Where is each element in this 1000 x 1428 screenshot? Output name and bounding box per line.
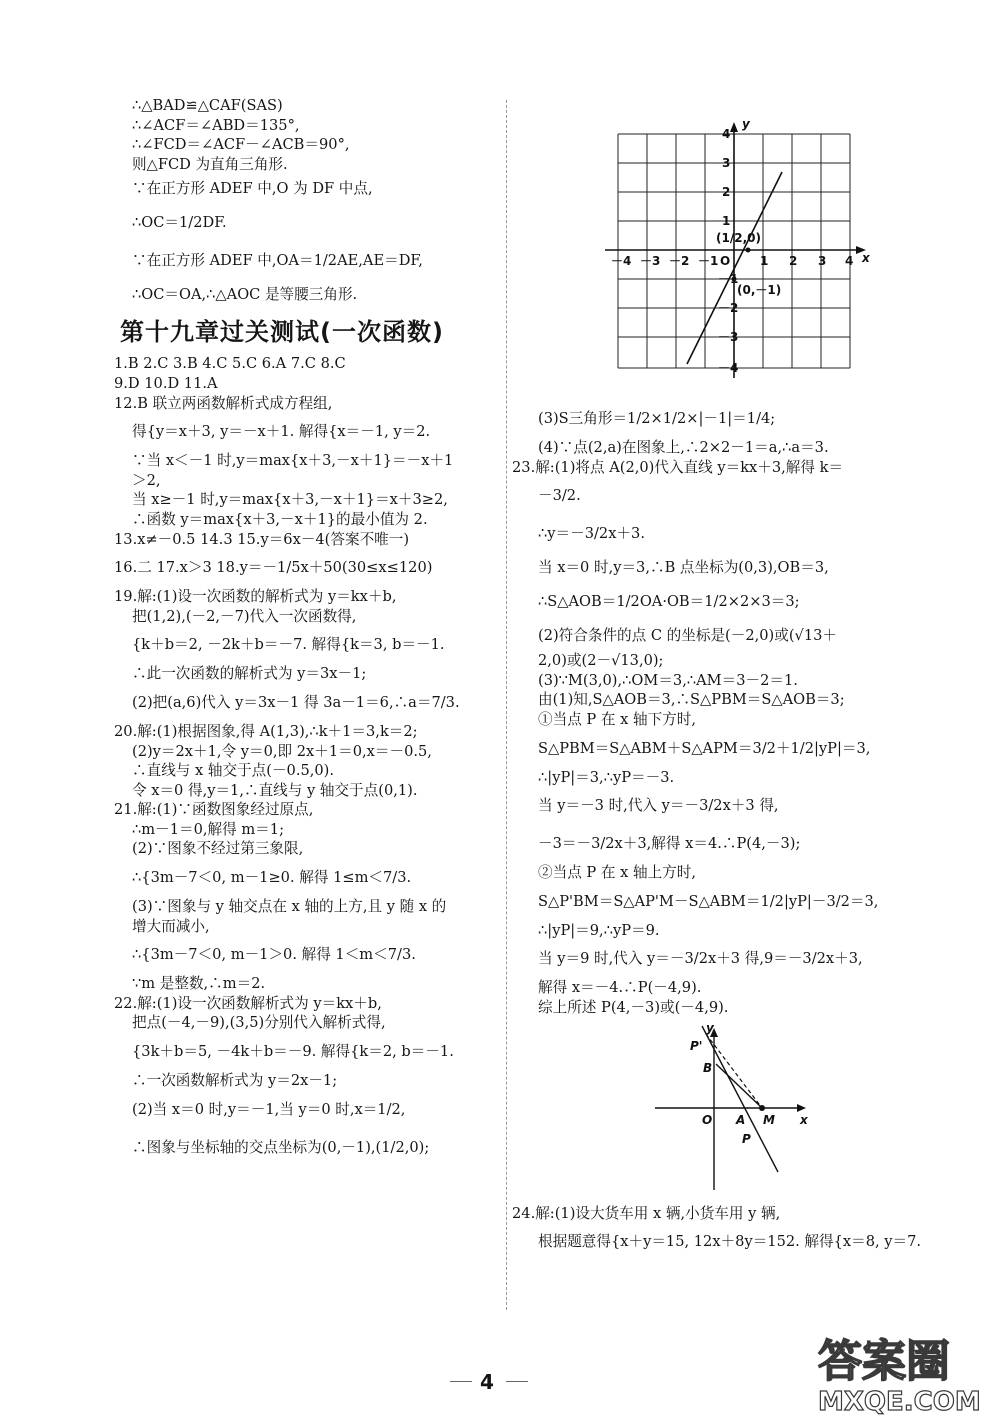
text-line: S△PBM＝S△ABM＋S△APM＝3/2＋1/2|yP|＝3,	[538, 739, 871, 757]
text-line: 综上所述 P(4,－3)或(－4,9).	[538, 998, 729, 1016]
point-label: M	[763, 1112, 775, 1127]
answer-line: 9.D 10.D 11.A	[114, 374, 218, 392]
segment-bm	[716, 1064, 762, 1108]
answer-line: {k＋b＝2, －2k＋b＝－7. 解得{k＝3, b＝－1.	[132, 636, 445, 654]
point-label: P'	[690, 1038, 703, 1053]
footer-dash	[450, 1381, 472, 1382]
answer-line: 增大而减小,	[132, 917, 210, 935]
answer-line: 当 x≥－1 时,y＝max{x＋3,－x＋1}＝x＋3≥2,	[132, 491, 448, 509]
text-line: S△P'BM＝S△AP'M－S△ABM＝1/2|yP|－3/2＝3,	[538, 892, 879, 910]
point-label: A	[736, 1112, 746, 1127]
text-line: 23.解:(1)将点 A(2,0)代入直线 y＝kx＋3,解得 k＝	[512, 458, 844, 476]
y-tick-label: －3	[718, 330, 739, 344]
chapter-title: 第十九章过关测试(一次函数)	[120, 318, 444, 347]
watermark-title: 答案圈	[818, 1336, 950, 1387]
text-line: 当 y＝－3 时,代入 y＝－3/2x＋3 得,	[538, 797, 779, 815]
text-line: 当 x＝0 时,y＝3,∴B 点坐标为(0,3),OB＝3,	[538, 559, 829, 577]
text-line: －3＝－3/2x＋3,解得 x＝4.∴P(4,－3);	[538, 835, 801, 853]
text-line: －3/2.	[538, 487, 581, 505]
text-line: 当 y＝9 时,代入 y＝－3/2x＋3 得,9＝－3/2x＋3,	[538, 950, 863, 968]
answer-line: ∴m－1＝0,解得 m＝1;	[132, 820, 284, 838]
point-label: (0,－1)	[737, 283, 782, 297]
text-line: (2)符合条件的点 C 的坐标是(－2,0)或(√13＋	[538, 627, 837, 645]
text-line: ①当点 P 在 x 轴下方时,	[538, 710, 696, 728]
answer-line: ∴一次函数解析式为 y＝2x－1;	[132, 1072, 338, 1090]
answer-line: ∴{3m－7＜0, m－1＞0. 解得 1＜m＜7/3.	[132, 946, 416, 964]
point-label: (1/2,0)	[716, 231, 761, 245]
answer-line: ∴{3m－7＜0, m－1≥0. 解得 1≤m＜7/3.	[132, 869, 412, 887]
answer-line: 21.解:(1)∵函数图象经过原点,	[114, 801, 314, 819]
page-number: 4	[480, 1370, 494, 1394]
y-tick-label: 4	[722, 127, 731, 141]
answer-line: (2)把(a,6)代入 y＝3x－1 得 3a－1＝6,∴a＝7/3.	[132, 693, 460, 711]
text-line: (4)∵点(2,a)在图象上,∴2×2－1＝a,∴a＝3.	[538, 439, 829, 456]
point-marker	[746, 248, 751, 253]
text-line: 由(1)知,S△AOB＝3,∴S△PBM＝S△AOB＝3;	[538, 691, 845, 709]
text-line: 根据题意得{x＋y＝15, 12x＋8y＝152. 解得{x＝8, y＝7.	[538, 1233, 922, 1251]
answer-line: (2)y＝2x＋1,令 y＝0,即 2x＋1＝0,x＝－0.5,	[132, 742, 432, 760]
answer-line: (3)∵图象与 y 轴交点在 x 轴的上方,且 y 随 x 的	[132, 898, 447, 916]
answer-line: ∴此一次函数的解析式为 y＝3x－1;	[132, 665, 367, 683]
text-line: ∴|yP|＝3,∴yP＝－3.	[538, 768, 675, 786]
answer-line: (2)当 x＝0 时,y＝－1,当 y＝0 时,x＝1/2,	[132, 1100, 406, 1118]
text-line: ∴S△AOB＝1/2OA·OB＝1/2×2×3＝3;	[538, 593, 800, 611]
y-axis-label: y	[742, 117, 750, 131]
x-axis-label: x	[862, 251, 870, 265]
point-label: B	[703, 1060, 713, 1075]
answer-line: 16.二 17.x＞3 18.y＝－1/5x＋50(30≤x≤120)	[114, 559, 433, 577]
x-tick-label: －1	[698, 254, 719, 268]
x-axis-label: x	[800, 1112, 808, 1127]
answer-line: 12.B 联立两函数解析式成方程组,	[114, 394, 333, 412]
x-tick-label: 3	[818, 254, 827, 268]
y-axis-label: y	[706, 1020, 714, 1035]
answer-line: 把(1,2),(－2,－7)代入一次函数得,	[132, 607, 357, 625]
answer-line: (2)∵图象不经过第三象限,	[132, 840, 304, 858]
answer-line: ∴直线与 x 轴交于点(－0.5,0).	[132, 762, 335, 780]
answer-line: ＞2,	[132, 471, 161, 489]
text-line: ∴OC＝1/2DF.	[132, 214, 227, 232]
x-tick-label: －2	[669, 254, 690, 268]
left-column	[112, 96, 502, 1167]
watermark-logo	[810, 1318, 990, 1418]
text-line: ∴△BAD≌△CAF(SAS)	[132, 97, 283, 114]
text-line: (3)S三角形＝1/2×1/2×|－1|＝1/4;	[538, 410, 776, 427]
y-tick-label: －1	[718, 272, 739, 286]
answer-line: ∵当 x＜－1 时,y＝max{x＋3,－x＋1}＝－x＋1	[132, 452, 454, 470]
answer-line: ∴函数 y＝max{x＋3,－x＋1}的最小值为 2.	[132, 510, 428, 528]
y-tick-label: －2	[718, 301, 739, 315]
answer-line: 19.解:(1)设一次函数的解析式为 y＝kx＋b,	[114, 588, 397, 606]
answer-line: 令 x＝0 得,y＝1,∴直线与 y 轴交于点(0,1).	[132, 781, 418, 799]
text-line: ∴OC＝OA,∴△AOC 是等腰三角形.	[132, 286, 358, 304]
right-column	[510, 96, 930, 1261]
y-tick-label: 1	[722, 214, 731, 228]
footer-dash	[506, 1381, 528, 1382]
text-line: ∴|yP|＝9,∴yP＝9.	[538, 921, 660, 939]
point-label: P	[742, 1131, 751, 1146]
origin-label: O	[720, 254, 731, 268]
answer-line: {3k＋b＝5, －4k＋b＝－9. 解得{k＝2, b＝－1.	[132, 1043, 454, 1061]
text-line: ∴∠ACF＝∠ABD＝135°,	[132, 116, 300, 134]
text-line: ∵在正方形 ADEF 中,O 为 DF 中点,	[132, 180, 373, 198]
x-tick-label: －3	[640, 254, 661, 268]
x-axis-arrow	[797, 1104, 806, 1112]
y-tick-label: 2	[722, 185, 731, 199]
origin-label: O	[702, 1112, 713, 1127]
y-tick-label: 3	[722, 156, 731, 170]
graph-triangle	[650, 1020, 850, 1200]
y-tick-label: －4	[718, 361, 739, 375]
text-line: 24.解:(1)设大货车用 x 辆,小货车用 y 辆,	[512, 1204, 781, 1222]
text-line: ∵在正方形 ADEF 中,OA＝1/2AE,AE＝DF,	[132, 252, 423, 270]
x-tick-label: 1	[760, 254, 769, 268]
text-line: (3)∵M(3,0),∴OM＝3,∴AM＝3－2＝1.	[538, 671, 798, 689]
text-line: ②当点 P 在 x 轴上方时,	[538, 864, 696, 882]
answer-line: ∵m 是整数,∴m＝2.	[132, 975, 266, 993]
answer-line: 1.B 2.C 3.B 4.C 5.C 6.A 7.C 8.C	[114, 355, 346, 373]
answer-line: ∴图象与坐标轴的交点坐标为(0,－1),(1/2,0);	[132, 1138, 430, 1156]
graph-linear-function	[600, 96, 900, 396]
watermark-url: MXQE.COM	[818, 1387, 981, 1417]
answer-line: 13.x≠－0.5 14.3 15.y＝6x－4(答案不唯一)	[114, 530, 410, 548]
x-tick-label: 2	[789, 254, 798, 268]
answer-line: 22.解:(1)设一次函数解析式为 y＝kx＋b,	[114, 994, 382, 1012]
text-line: 解得 x＝－4.∴P(－4,9).	[538, 979, 702, 997]
answer-line: 20.解:(1)根据图象,得 A(1,3),∴k＋1＝3,k＝2;	[114, 722, 418, 740]
text-line: ∴∠FCD＝∠ACF－∠ACB＝90°,	[132, 136, 350, 154]
x-tick-label: 4	[845, 254, 854, 268]
text-line: 2,0)或(2－√13,0);	[538, 652, 664, 670]
x-tick-label: －4	[611, 254, 632, 268]
text-line: 则△FCD 为直角三角形.	[132, 155, 288, 173]
answer-line: 把点(－4,－9),(3,5)分别代入解析式得,	[132, 1014, 386, 1032]
column-divider	[506, 100, 507, 1310]
point-m-marker	[759, 1105, 765, 1111]
answer-line: 得{y＝x＋3, y＝－x＋1. 解得{x＝－1, y＝2.	[132, 423, 431, 441]
text-line: ∴y＝－3/2x＋3.	[538, 525, 645, 543]
